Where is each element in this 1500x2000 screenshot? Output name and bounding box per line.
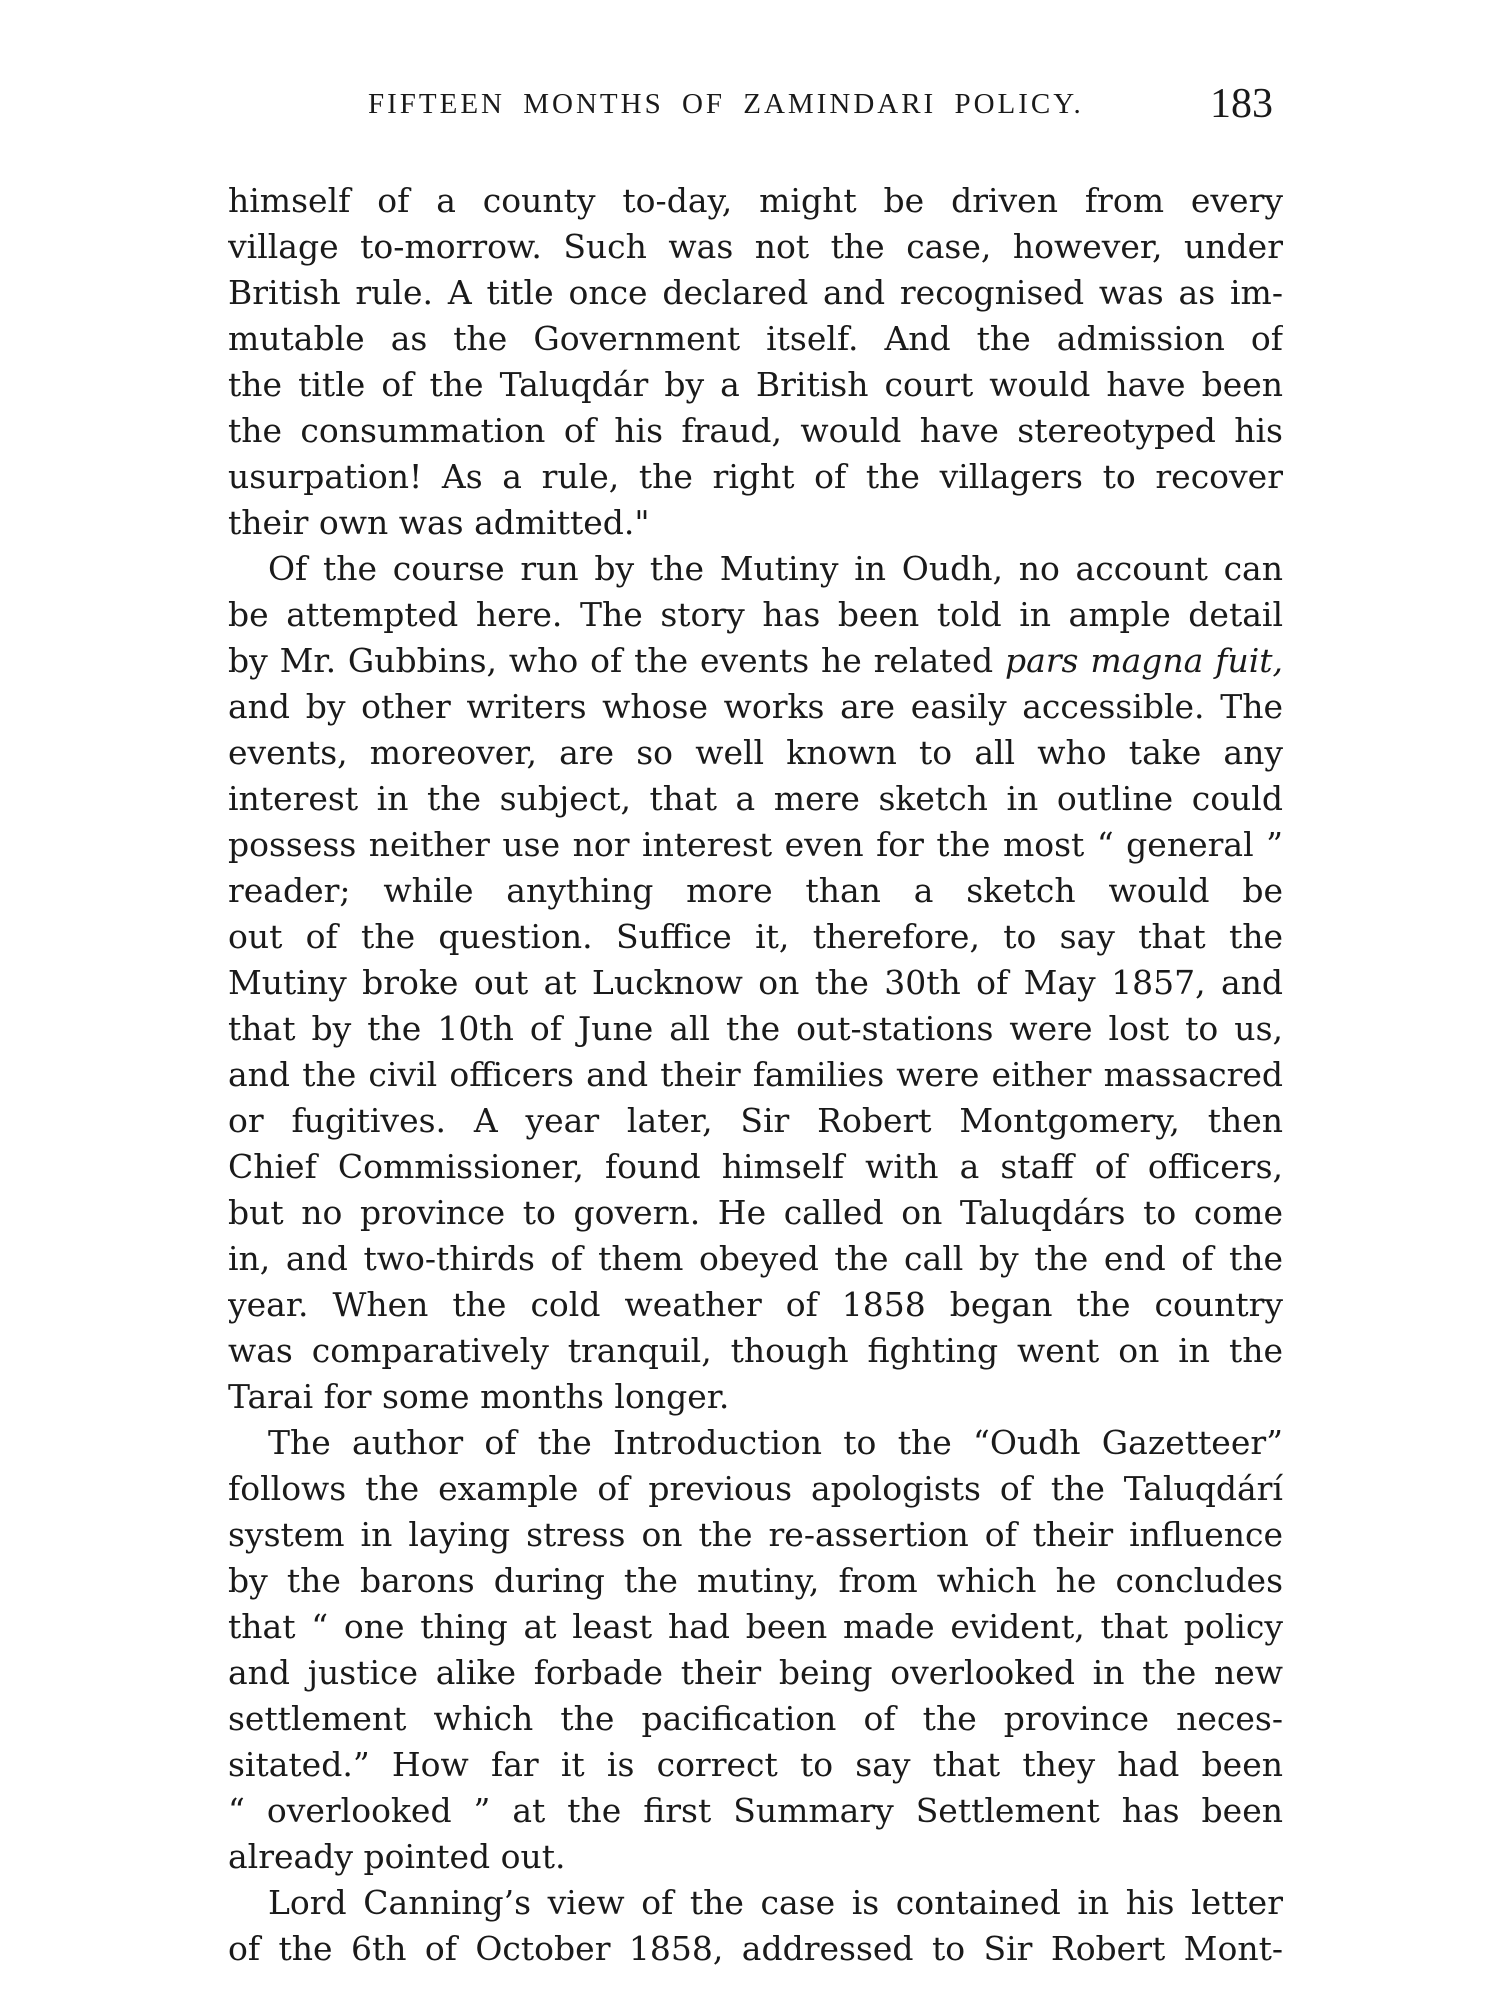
text-line: The author of the Introduction to the “Oudh Gazetteer” xyxy=(268,1423,1283,1462)
text-line: Chief Commissioner, found himself with a staff of officers, xyxy=(228,1147,1283,1186)
text-line: follows the example of previous apologists of the Taluqdárí xyxy=(228,1469,1283,1508)
italic-latin-phrase: pars magna fuit, xyxy=(1004,641,1283,680)
text-line: possess neither use nor interest even for the most “ general ” xyxy=(228,825,1283,864)
text-line: their own was admitted." xyxy=(228,503,650,542)
paragraph-1 xyxy=(228,178,1283,546)
text-line: that by the 10th of June all the out-stations were lost to us, xyxy=(228,1009,1283,1048)
text-fragment: by Mr. Gubbins, who of the events he related xyxy=(228,641,994,680)
text-line: mutable as the Government itself. And the admission of xyxy=(228,319,1283,358)
text-line: “ overlooked ” at the first Summary Settlement has been xyxy=(228,1791,1283,1830)
text-line: Lord Canning’s view of the case is contained in his letter xyxy=(268,1883,1283,1922)
text-line: be attempted here. The story has been told in ample detail xyxy=(228,595,1283,634)
text-line: sitated.” How far it is correct to say that they had been xyxy=(228,1745,1283,1784)
page-number: 183 xyxy=(1210,81,1273,127)
text-line: that “ one thing at least had been made evident, that policy xyxy=(228,1607,1283,1646)
text-line: and the civil officers and their families were either massacred xyxy=(228,1055,1283,1094)
text-line: settlement which the pacification of the province neces- xyxy=(228,1699,1283,1738)
text-line: or fugitives. A year later, Sir Robert Montgomery, then xyxy=(228,1101,1283,1140)
running-title: FIFTEEN MONTHS OF ZAMINDARI POLICY. xyxy=(368,88,1084,120)
text-line: Of the course run by the Mutiny in Oudh, no account can xyxy=(268,549,1283,588)
text-line-with-italic xyxy=(228,638,1283,684)
text-line: village to-morrow. Such was not the case, however, under xyxy=(228,227,1283,266)
text-line: British rule. A title once declared and recognised was as im- xyxy=(228,273,1283,312)
text-line: Mutiny broke out at Lucknow on the 30th of May 1857, and xyxy=(228,963,1283,1002)
paragraph-4 xyxy=(228,1880,1283,1972)
text-line: but no province to govern. He called on Taluqdárs to come xyxy=(228,1193,1283,1232)
text-line: and justice alike forbade their being overlooked in the new xyxy=(228,1653,1283,1692)
text-line: already pointed out. xyxy=(228,1837,566,1876)
text-line: out of the question. Suffice it, therefore, to say that the xyxy=(228,917,1283,956)
text-line: the title of the Taluqdár by a British court would have been xyxy=(228,365,1283,404)
text-line: by the barons during the mutiny, from which he concludes xyxy=(228,1561,1283,1600)
text-line: year. When the cold weather of 1858 began the country xyxy=(228,1285,1283,1324)
text-line: of the 6th of October 1858, addressed to Sir Robert Mont- xyxy=(228,1929,1283,1968)
paragraph-3 xyxy=(228,1420,1283,1880)
paragraph-2 xyxy=(228,546,1283,1420)
text-line: events, moreover, are so well known to all who take any xyxy=(228,733,1283,772)
text-line: the consummation of his fraud, would have stereotyped his xyxy=(228,411,1283,450)
running-head xyxy=(228,80,1283,140)
text-line: and by other writers whose works are easily accessible. The xyxy=(228,687,1283,726)
text-line: usurpation! As a rule, the right of the villagers to recover xyxy=(228,457,1283,496)
text-line: was comparatively tranquil, though fighting went on in the xyxy=(228,1331,1283,1370)
text-line: in, and two-thirds of them obeyed the call by the end of the xyxy=(228,1239,1283,1278)
text-line: Tarai for some months longer. xyxy=(228,1377,730,1416)
body-text xyxy=(228,178,1283,1972)
text-line: himself of a county to-day, might be driven from every xyxy=(228,181,1283,220)
text-line: system in laying stress on the re-assertion of their influence xyxy=(228,1515,1283,1554)
text-line: reader; while anything more than a sketch would be xyxy=(228,871,1283,910)
text-line: interest in the subject, that a mere sketch in outline could xyxy=(228,779,1283,818)
